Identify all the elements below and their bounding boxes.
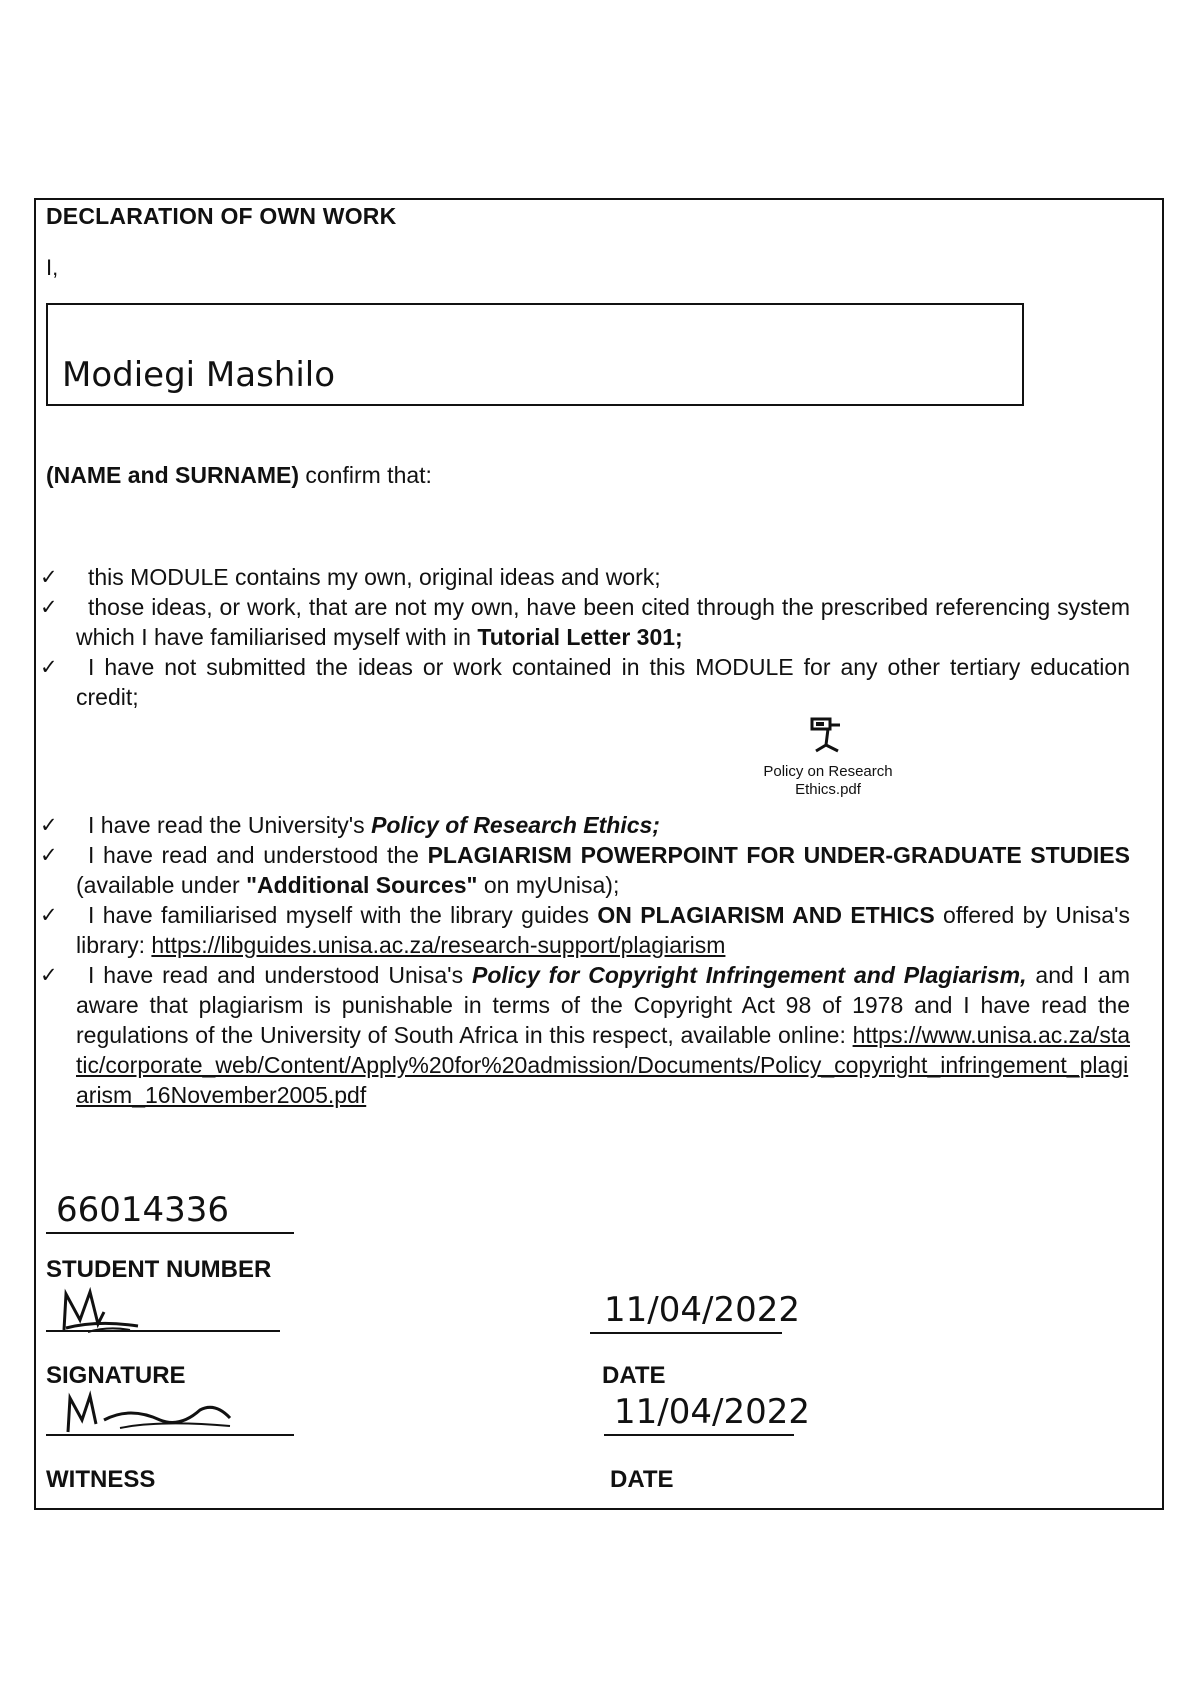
item-text: I have familiarised myself with the library guides — [88, 902, 598, 928]
date-line — [590, 1332, 782, 1334]
date-label: DATE — [610, 1466, 674, 1493]
check-icon: ✓ — [40, 595, 58, 619]
spacer — [40, 712, 1130, 810]
check-icon: ✓ — [40, 813, 58, 837]
item-text: I have read the University's — [88, 812, 372, 838]
student-number-value: 66014336 — [56, 1190, 230, 1230]
item-text: I have read and understood Unisa's — [88, 962, 472, 988]
item-text: those ideas, or work, that are not my own, have been cited through the prescribed referencing system which I have familiarised myself with in — [76, 594, 1130, 650]
list-item — [40, 900, 1130, 960]
date-label: DATE — [602, 1362, 666, 1389]
item-bold: "Additional Sources" — [246, 872, 478, 898]
confirm-statement — [46, 462, 432, 489]
witness-label: WITNESS — [46, 1466, 156, 1493]
name-field[interactable] — [46, 303, 1024, 406]
item-text: I have not submitted the ideas or work contained in this MODULE for any other tertiary education credit; — [76, 654, 1130, 710]
attachment-caption: Policy on Research Ethics.pdf — [763, 763, 893, 798]
confirm-bold: (NAME and SURNAME) — [46, 462, 299, 488]
check-icon: ✓ — [40, 655, 58, 679]
student-signature — [58, 1286, 158, 1341]
list-item — [40, 562, 1130, 592]
date-value: 11/04/2022 — [604, 1290, 800, 1330]
item-bold: PLAGIARISM POWERPOINT FOR UNDER-GRADUATE STUDIES — [427, 842, 1130, 868]
list-item — [40, 960, 1130, 1110]
date-line — [604, 1434, 794, 1436]
date-value: 11/04/2022 — [614, 1392, 810, 1432]
item-text: and I am aware that plagiarism is punishable in terms of the Copyright Act 98 of 1978 and I have read the regulations of the University of South Africa in this respect, available online: — [76, 962, 1130, 1048]
item-italic: Policy for Copyright Infringement and Plagiarism, — [472, 962, 1027, 988]
item-bold: Tutorial Letter 301; — [477, 624, 683, 650]
pdf-attachment-icon — [808, 715, 848, 755]
item-text: this MODULE contains my own, original ideas and work; — [88, 564, 661, 590]
item-text: (available under — [76, 872, 247, 898]
check-icon: ✓ — [40, 903, 58, 927]
list-item — [40, 840, 1130, 900]
witness-line — [46, 1434, 294, 1436]
item-bold: ON PLAGIARISM AND ETHICS — [597, 902, 935, 928]
signature-line — [46, 1330, 280, 1332]
student-number-label: STUDENT NUMBER — [46, 1256, 272, 1283]
policy-link[interactable]: https://www.unisa.ac.za/static/corporate_web/Content/Apply%20for%20admission/Documents/Policy_copyright_infringement_plagiarism_16November2005.pdf — [76, 1022, 1130, 1108]
student-number-line — [46, 1232, 294, 1234]
check-icon: ✓ — [40, 565, 58, 589]
i-label: I, — [46, 255, 59, 280]
document-title: DECLARATION OF OWN WORK — [46, 203, 397, 229]
item-text: on myUnisa); — [477, 872, 620, 898]
check-icon: ✓ — [40, 843, 58, 867]
name-value: Modiegi Mashilo — [62, 355, 336, 395]
confirm-rest: confirm that: — [299, 462, 432, 488]
item-text: offered by Unisa's library: — [76, 902, 1130, 958]
list-item — [40, 652, 1130, 712]
item-italic: Policy of Research Ethics; — [371, 812, 660, 838]
declaration-list — [40, 562, 1130, 1110]
check-icon: ✓ — [40, 963, 58, 987]
policy-attachment[interactable] — [748, 715, 908, 799]
library-guide-link[interactable]: https://libguides.unisa.ac.za/research-support/plagiarism — [151, 932, 726, 958]
list-item — [40, 810, 1130, 840]
item-text: I have read and understood the — [88, 842, 428, 868]
list-item — [40, 592, 1130, 652]
signature-label: SIGNATURE — [46, 1362, 186, 1389]
